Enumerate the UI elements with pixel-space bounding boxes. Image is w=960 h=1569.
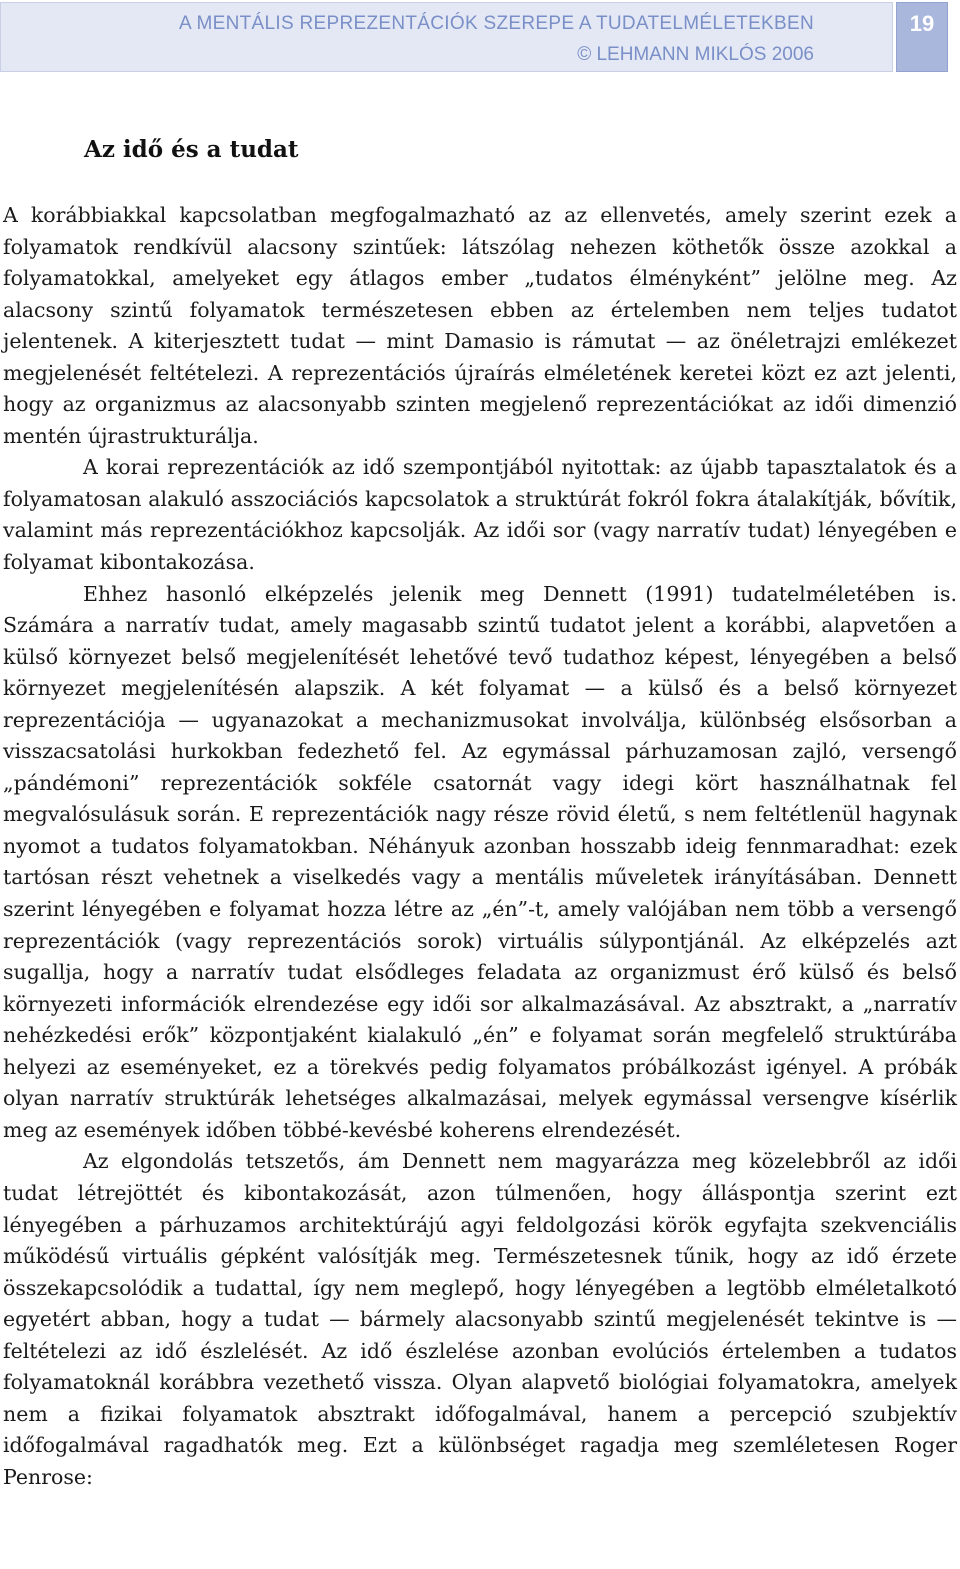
paragraph-3: Ehhez hasonló elképzelés jelenik meg Dennett (1991) tudatelméletében is. Számára a narratív tudat, amely magasabb szintű tudatot jelent a korábbi, alapvetően a külső környezet belső megjelenítését lehetővé tevő tudathoz képest, lényegében a belső környezet megjelenítésén alapszik. A két folyamat — a külső és a belső környezet reprezentációja — ugyanazokat a mechanizmusokat involválja, különbség elsősorban a visszacsatolási hurkokban fedezhető fel. Az egymással párhuzamosan zajló, versengő „pándémoni” reprezentációk sokféle csatornát vagy idegi kört használhatnak fel megvalósulásuk során. E reprezentációk nagy része rövid életű, s nem feltétlenül hagynak nyomot a tudatos folyamatokban. Néhányuk azonban hosszabb ideig fennmaradhat: ezek tartósan részt vehetnek a viselkedés vagy a mentális műveletek irányításában. Dennett szerint lényegében e folyamat hozza létre az „én”-t, amely valójában nem több a versengő reprezentációk (vagy reprezentációs sorok) virtuális súlypontjánál. Az elképzelés azt sugallja, hogy a narratív tudat elsődleges feladata az organizmust érő külső és belső környezeti információk elrendezése egy idői sor alkalmazásával. Az absztrakt, a „narratív nehézkedési erők” központjaként kialakuló „én” e folyamat során megfelelő struktúrába helyezi az eseményeket, ez a törekvés pedig folyamatos próbálkozást igényel. A próbák olyan narratív struktúrák lehetséges alkalmazásai, melyek egymással versengve kísérlik meg az események időben többé-kevésbé koherens elrendezését. [3, 581, 957, 1142]
paragraph-4: Az elgondolás tetszetős, ám Dennett nem magyarázza meg közelebbről az idői tudat létrejöttét és kibontakozását, azon túlmenően, hogy álláspontja szerint ezt lényegében a párhuzamos architektúrájú agyi feldolgozási körök egyfajta szekvenciális működésű virtuális gépként valósítják meg. Természetesnek tűnik, hogy az idő érzete összekapcsolódik a tudattal, így nem meglepő, hogy lényegében a legtöbb elméletalkotó egyetért abban, hogy a tudat — bármely alacsonyabb szintű megjelenését tekintve is — feltételezi az idő észlelését. Az idő észlelése azonban evolúciós értelemben a tudatos folyamatoknál korábbra vezethető vissza. Olyan alapvető biológiai folyamatokra, amelyek nem a fizikai folyamatok absztrakt időfogalmával, hanem a percepció szubjektív időfogalmával ragadhatók meg. Ezt a különbséget ragadja meg szemléletesen Roger Penrose: [3, 1149, 957, 1489]
paragraph-2: A korai reprezentációk az idő szempontjából nyitottak: az újabb tapasztalatok és a folyamatosan alakuló asszociációs kapcsolatok a struktúrát fokról fokra átalakítják, bővítik, valamint más reprezentációkhoz kapcsolják. Az idői sor (vagy narratív tudat) lényegében e folyamat kibontakozása. [3, 455, 957, 575]
section-heading: Az idő és a tudat [84, 136, 299, 163]
running-header-copyright: © LEHMANN MIKLÓS 2006 [577, 44, 814, 65]
body-text [3, 200, 957, 1493]
running-header [0, 2, 893, 72]
paragraph-1: A korábbiakkal kapcsolatban megfogalmazható az az ellenvetés, amely szerint ezek a folyamatok rendkívül alacsony szintűek: látszólag nehezen köthetők össze azokkal a folyamatokkal, amelyeket egy átlagos ember „tudatos élményként” jelölne meg. Az alacsony szintű folyamatok természetesen ebben az értelemben nem teljes tudatot jelentenek. A kiterjesztett tudat — mint Damasio is rámutat — az önéletrajzi emlékezet megjelenését feltételezi. A reprezentációs újraírás elméletének keretei közt ez azt jelenti, hogy az organizmus az alacsonyabb szinten megjelenő reprezentációkat az idői dimenzió mentén újrastrukturálja. [3, 203, 957, 448]
running-header-title: A MENTÁLIS REPREZENTÁCIÓK SZEREPE A TUDATELMÉLETEKBEN [179, 13, 814, 34]
page-number: 19 [896, 2, 948, 72]
